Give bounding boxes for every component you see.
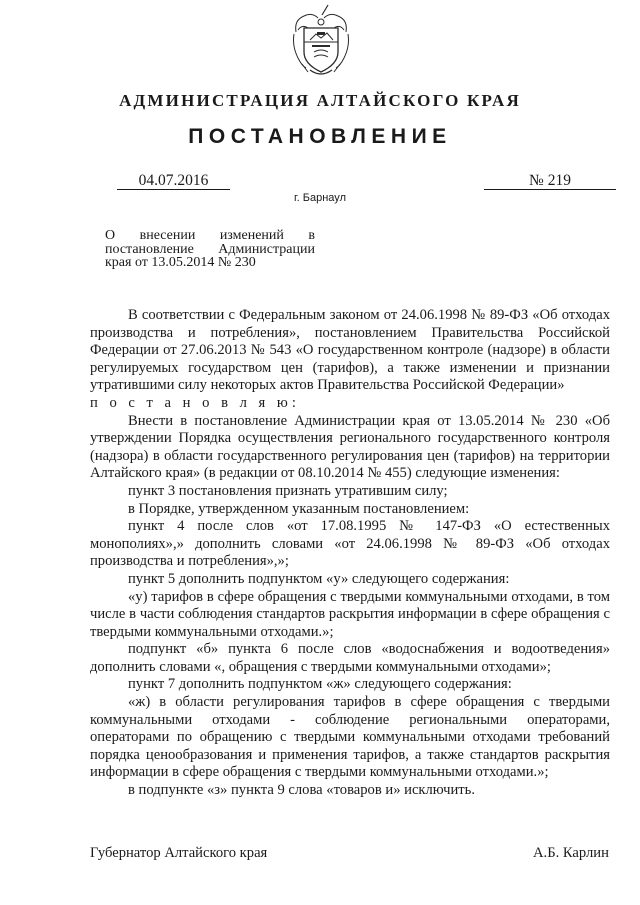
document-type: ПОСТАНОВЛЕНИЕ [188, 125, 452, 148]
signer-name: А.Б. Карлин [533, 845, 609, 861]
body-paragraph: в Порядке, утвержденном указанным постановлением: [128, 500, 470, 517]
body-paragraph: пункт 7 дополнить подпунктом «ж» следующего содержания: [128, 676, 512, 693]
document-subject: О внесении изменений в постановление Администрации края от 13.05.2014 № 230 [105, 228, 315, 270]
body-paragraph: «у) тарифов в сфере обращения с твердыми коммунальными отходами, в том числе в части соблюдения стандартов раскрытия информации в сфере обращения с твердыми коммунальными отходами.»; [90, 588, 610, 640]
organization-name: АДМИНИСТРАЦИЯ АЛТАЙСКОГО КРАЯ [119, 91, 521, 110]
resolution-word: п о с т а н о в л я ю: [90, 394, 300, 411]
coat-of-arms-icon [288, 2, 354, 82]
document-body [90, 307, 610, 800]
body-paragraph: подпункт «б» пункта 6 после слов «водоснабжения и водоотведения» дополнить словами «, обращения с твердыми коммунальными отходами»; [90, 641, 610, 675]
document-number: № 219 [484, 172, 616, 190]
document-date: 04.07.2016 [117, 172, 230, 190]
body-paragraph: В соответствии с Федеральным законом от 24.06.1998 № 89-ФЗ «Об отходах производства и потребления», постановлением Правительства Российской Федерации от 27.06.2013 № 543 «О государственном контроле (надзоре) в области регулируемых государством цен (тарифов), а также изменении и признании утратившими силу некоторых актов Правительства Российской Федерации» [90, 307, 610, 394]
signer-title: Губернатор Алтайского края [90, 845, 268, 861]
body-paragraph: пункт 4 после слов «от 17.08.1995 № 147-ФЗ «О естественных монополиях»,» дополнить словами «от 24.06.1998 № 89-ФЗ «Об отходах производства и потребления»,»; [90, 518, 610, 570]
body-paragraph: Внести в постановление Администрации края от 13.05.2014 № 230 «Об утверждении Порядка осуществления регионального государственного контроля (надзора) в области государственного регулирования цен (тарифов) на территории Алтайского края» (в редакции от 08.10.2014 № 455) следующие изменения: [90, 412, 610, 482]
body-paragraph: «ж) в области регулирования тарифов в сфере обращения с твердыми коммунальными отходами - соблюдение региональными операторами, операторами по обращению с твердыми коммунальными отходами требований порядка ценообразования и применения тарифов, а также стандартов раскрытия информации в сфере обращения с твердыми коммунальными отходами.»; [90, 694, 610, 781]
city-label: г. Барнаул [294, 192, 346, 204]
body-paragraph: пункт 3 постановления признать утратившим силу; [128, 482, 448, 499]
body-paragraph: в подпункте «з» пункта 9 слова «товаров и» исключить. [128, 782, 475, 799]
body-paragraph: пункт 5 дополнить подпунктом «у» следующего содержания: [128, 570, 510, 587]
